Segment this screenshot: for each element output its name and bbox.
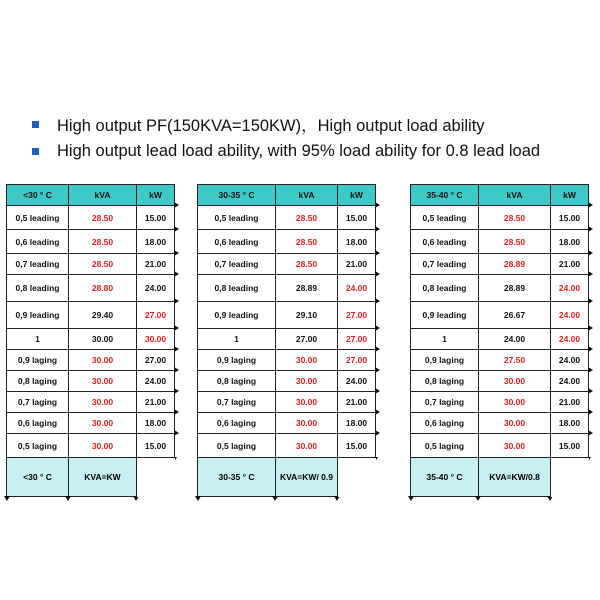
kva-cell: 30.00 [276, 350, 338, 371]
kw-cell: 18.00 [338, 230, 376, 254]
kw-cell: 30.00 [137, 329, 175, 350]
power-factor-cell: 0,8 leading [7, 275, 69, 302]
power-factor-cell: 0,9 laging [411, 350, 479, 371]
table-row [198, 302, 376, 329]
table-row [7, 275, 175, 302]
kva-cell: 30.00 [69, 371, 137, 392]
table-row [198, 434, 376, 458]
footer-formula: KVA=KW [69, 458, 137, 497]
kw-header: kW [338, 185, 376, 206]
kva-cell: 30.00 [276, 392, 338, 413]
power-factor-cell: 0,6 laging [7, 413, 69, 434]
footer-blank [338, 458, 376, 497]
square-bullet-icon [32, 121, 39, 128]
kva-cell: 28.50 [276, 206, 338, 230]
kva-cell: 28.89 [479, 254, 551, 275]
kva-cell: 28.80 [69, 275, 137, 302]
footer-temperature: 35-40 ° C [411, 458, 479, 497]
power-factor-cell: 0,7 laging [7, 392, 69, 413]
kva-cell: 30.00 [69, 434, 137, 458]
kw-cell: 15.00 [137, 434, 175, 458]
kva-cell: 30.00 [276, 434, 338, 458]
kva-cell: 28.50 [479, 206, 551, 230]
power-factor-cell: 0,7 leading [7, 254, 69, 275]
kva-cell: 29.40 [69, 302, 137, 329]
kw-cell: 27.00 [137, 302, 175, 329]
kva-cell: 28.50 [276, 230, 338, 254]
temperature-header: <30 ° C [7, 185, 69, 206]
table-row [411, 206, 589, 230]
power-factor-cell: 0,7 leading [411, 254, 479, 275]
kw-cell: 18.00 [137, 413, 175, 434]
kva-cell: 26.67 [479, 302, 551, 329]
power-factor-cell: 0,5 laging [7, 434, 69, 458]
table-row [198, 329, 376, 350]
table-row [198, 413, 376, 434]
power-factor-cell: 0,5 leading [198, 206, 276, 230]
power-factor-cell: 0,7 leading [198, 254, 276, 275]
kva-header: kVA [276, 185, 338, 206]
table-row [7, 254, 175, 275]
table-row [198, 350, 376, 371]
footer-formula: KVA=KW/ 0.9 [276, 458, 338, 497]
kw-cell: 24.00 [551, 350, 589, 371]
kva-cell: 28.50 [69, 206, 137, 230]
power-factor-cell: 1 [411, 329, 479, 350]
kva-cell: 30.00 [276, 413, 338, 434]
table-row [7, 206, 175, 230]
footer-temperature: <30 ° C [7, 458, 69, 497]
table-row [198, 371, 376, 392]
power-factor-cell: 0,8 laging [411, 371, 479, 392]
kw-cell: 15.00 [551, 434, 589, 458]
kw-cell: 24.00 [551, 275, 589, 302]
table-row [411, 254, 589, 275]
bullet-list [30, 112, 590, 166]
kva-cell: 28.89 [276, 275, 338, 302]
power-factor-cell: 1 [7, 329, 69, 350]
table-row [411, 302, 589, 329]
kw-cell: 15.00 [551, 206, 589, 230]
table-row [7, 413, 175, 434]
kva-cell: 30.00 [69, 329, 137, 350]
kw-cell: 21.00 [137, 392, 175, 413]
table-row [7, 230, 175, 254]
kw-cell: 18.00 [551, 413, 589, 434]
kva-cell: 28.50 [276, 254, 338, 275]
kw-cell: 27.00 [338, 302, 376, 329]
power-factor-cell: 0,9 leading [411, 302, 479, 329]
table-row [411, 329, 589, 350]
table-row [7, 302, 175, 329]
kw-cell: 24.00 [137, 275, 175, 302]
kva-cell: 30.00 [479, 392, 551, 413]
kw-cell: 21.00 [551, 254, 589, 275]
power-factor-cell: 1 [198, 329, 276, 350]
power-factor-cell: 0,5 laging [198, 434, 276, 458]
table-row [198, 254, 376, 275]
square-bullet-icon [32, 148, 39, 155]
table-row [7, 371, 175, 392]
kva-cell: 30.00 [479, 434, 551, 458]
table-row [198, 275, 376, 302]
table-row [411, 275, 589, 302]
load-table [6, 184, 175, 497]
kw-header: kW [137, 185, 175, 206]
bullet-item [30, 139, 590, 163]
kva-cell: 30.00 [69, 350, 137, 371]
kw-cell: 24.00 [551, 329, 589, 350]
kva-header: kVA [479, 185, 551, 206]
kw-cell: 27.00 [137, 350, 175, 371]
power-factor-cell: 0,6 leading [198, 230, 276, 254]
temperature-header: 35-40 ° C [411, 185, 479, 206]
kva-cell: 30.00 [479, 371, 551, 392]
kw-cell: 27.00 [338, 329, 376, 350]
table-row [198, 206, 376, 230]
power-factor-cell: 0,8 laging [198, 371, 276, 392]
kw-cell: 15.00 [338, 434, 376, 458]
table-row [411, 230, 589, 254]
table-row [7, 434, 175, 458]
table-row [411, 413, 589, 434]
kw-cell: 21.00 [137, 254, 175, 275]
kva-cell: 24.00 [479, 329, 551, 350]
power-factor-cell: 0,6 leading [411, 230, 479, 254]
power-factor-cell: 0,7 laging [198, 392, 276, 413]
kw-cell: 15.00 [137, 206, 175, 230]
kw-cell: 21.00 [338, 254, 376, 275]
table-row [411, 371, 589, 392]
footer-blank [551, 458, 589, 497]
kva-cell: 30.00 [276, 371, 338, 392]
kw-cell: 27.00 [338, 350, 376, 371]
kw-cell: 18.00 [551, 230, 589, 254]
table-row [198, 392, 376, 413]
power-factor-cell: 0,9 leading [7, 302, 69, 329]
kw-cell: 24.00 [338, 371, 376, 392]
kva-cell: 28.50 [69, 230, 137, 254]
power-factor-cell: 0,9 laging [7, 350, 69, 371]
power-factor-cell: 0,6 laging [411, 413, 479, 434]
kw-cell: 21.00 [551, 392, 589, 413]
kva-cell: 28.50 [69, 254, 137, 275]
kva-cell: 27.50 [479, 350, 551, 371]
bullet-text: High output PF(150KVA=150KW)，High output load ability [57, 117, 485, 135]
power-factor-cell: 0,8 leading [198, 275, 276, 302]
kw-header: kW [551, 185, 589, 206]
power-factor-cell: 0,9 laging [198, 350, 276, 371]
kw-cell: 18.00 [137, 230, 175, 254]
kva-header: kVA [69, 185, 137, 206]
table-row [411, 392, 589, 413]
kw-cell: 24.00 [338, 275, 376, 302]
footer-formula: KVA=KW/0.8 [479, 458, 551, 497]
kva-cell: 28.50 [479, 230, 551, 254]
kva-cell: 28.89 [479, 275, 551, 302]
power-factor-cell: 0,5 leading [7, 206, 69, 230]
power-factor-cell: 0,7 laging [411, 392, 479, 413]
table-row [411, 350, 589, 371]
power-factor-cell: 0,8 laging [7, 371, 69, 392]
load-table [197, 184, 376, 497]
kw-cell: 15.00 [338, 206, 376, 230]
kva-cell: 30.00 [479, 413, 551, 434]
table-row [7, 392, 175, 413]
bullet-text: High output lead load ability, with 95% load ability for 0.8 lead load [57, 141, 541, 160]
kw-cell: 21.00 [338, 392, 376, 413]
kw-cell: 24.00 [137, 371, 175, 392]
kw-cell: 24.00 [551, 371, 589, 392]
kva-cell: 27.00 [276, 329, 338, 350]
kva-cell: 29.10 [276, 302, 338, 329]
footer-blank [137, 458, 175, 497]
kva-cell: 30.00 [69, 392, 137, 413]
kw-cell: 18.00 [338, 413, 376, 434]
power-factor-cell: 0,5 leading [411, 206, 479, 230]
load-table [410, 184, 589, 497]
table-row [411, 434, 589, 458]
footer-temperature: 30-35 ° C [198, 458, 276, 497]
table-row [7, 350, 175, 371]
power-factor-cell: 0,6 laging [198, 413, 276, 434]
table-row [198, 230, 376, 254]
kva-cell: 30.00 [69, 413, 137, 434]
kw-cell: 24.00 [551, 302, 589, 329]
table-row [7, 329, 175, 350]
power-factor-cell: 0,6 leading [7, 230, 69, 254]
bullet-item [30, 112, 590, 136]
power-factor-cell: 0,8 leading [411, 275, 479, 302]
power-factor-cell: 0,5 laging [411, 434, 479, 458]
temperature-header: 30-35 ° C [198, 185, 276, 206]
power-factor-cell: 0,9 leading [198, 302, 276, 329]
